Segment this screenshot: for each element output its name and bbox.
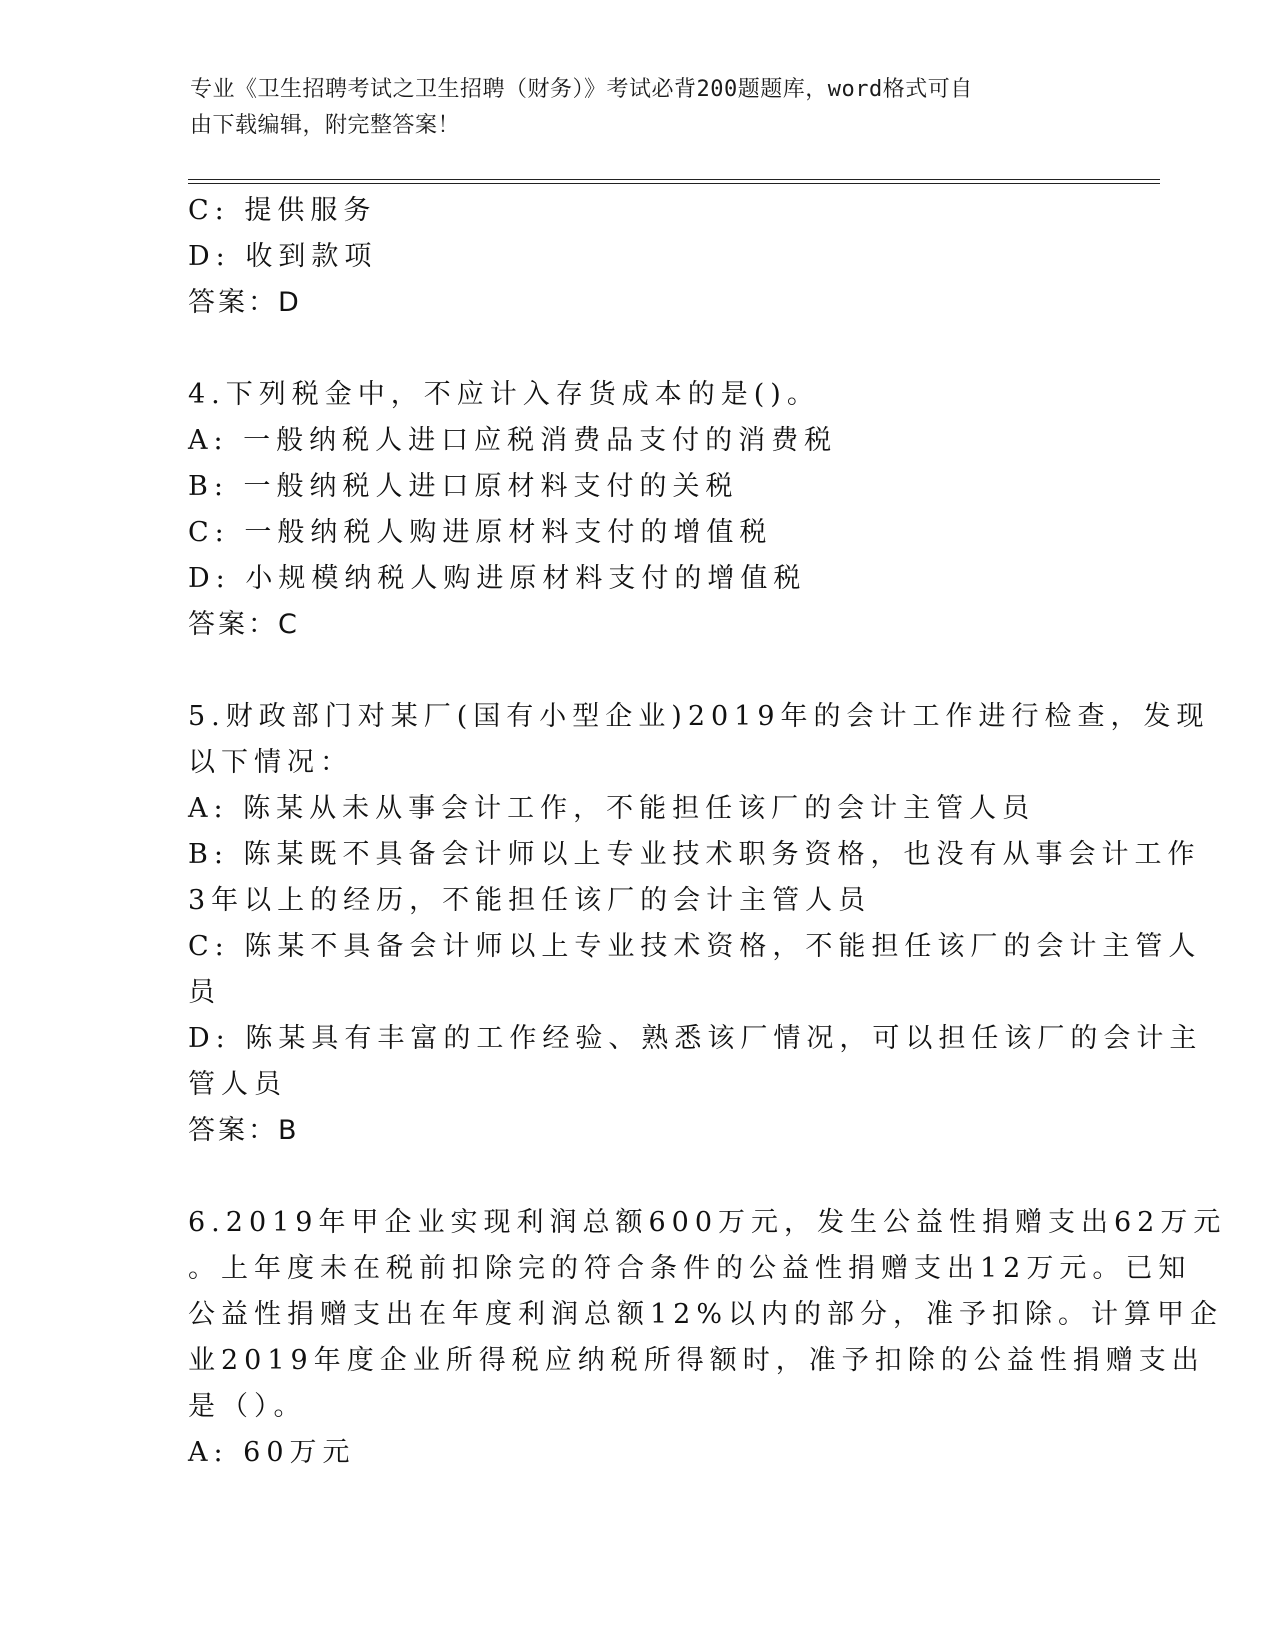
q5-stem-line-1: 5.财政部门对某厂(国有小型企业)2019年的会计工作进行检查，发现 [188, 701, 1210, 732]
header-line-1: 专业《卫生招聘考试之卫生招聘（财务）》考试必背200题题库，word格式可自 [190, 77, 973, 102]
q5-stem-line-2: 以下情况： [188, 747, 353, 778]
spacer [188, 1154, 1088, 1200]
header-divider-top [188, 179, 1160, 180]
q5-option-d-line-2: 管人员 [188, 1069, 287, 1100]
q5-option-b-line-1: B: 陈某既不具备会计师以上专业技术职务资格，也没有从事会计工作 [188, 839, 1201, 870]
header-line-2: 由下载编辑，附完整答案！ [190, 113, 461, 138]
q5-answer: 答案：B [188, 1115, 300, 1146]
q4-option-d: D: 小规模纳税人购进原材料支付的增值税 [188, 563, 807, 594]
q5-option-b-line-2: 3年以上的经历，不能担任该厂的会计主管人员 [188, 885, 872, 916]
q4-stem: 4.下列税金中，不应计入存货成本的是()。 [188, 379, 820, 410]
q5-option-c-line-1: C: 陈某不具备会计师以上专业技术资格，不能担任该厂的会计主管人 [188, 931, 1202, 962]
q6-stem-line-3: 公益性捐赠支出在年度利润总额12%以内的部分，准予扣除。计算甲企 [188, 1299, 1224, 1330]
q4-option-c: C: 一般纳税人购进原材料支付的增值税 [188, 517, 773, 548]
q6-stem-line-2: 。上年度未在税前扣除完的符合条件的公益性捐赠支出12万元。已知 [188, 1253, 1192, 1284]
header-divider-bottom [188, 183, 1160, 184]
q4-option-b: B: 一般纳税人进口原材料支付的关税 [188, 471, 739, 502]
spacer [188, 326, 1088, 372]
q6-stem-line-1: 6.2019年甲企业实现利润总额600万元，发生公益性捐赠支出62万元 [188, 1207, 1227, 1238]
spacer [188, 648, 1088, 694]
q6-stem-line-5: 是（）。 [188, 1391, 307, 1422]
q3-option-c: C: 提供服务 [188, 195, 377, 226]
question-list [188, 188, 1227, 1476]
q5-option-d-line-1: D: 陈某具有丰富的工作经验、熟悉该厂情况，可以担任该厂的会计主 [188, 1023, 1203, 1054]
q6-stem-line-4: 业2019年度企业所得税应纳税所得额时，准予扣除的公益性捐赠支出 [188, 1345, 1205, 1376]
document-header [190, 72, 1090, 144]
q3-answer: 答案：D [188, 287, 302, 318]
q5-option-c-line-2: 员 [188, 977, 221, 1008]
q5-option-a: A: 陈某从未从事会计工作，不能担任该厂的会计主管人员 [188, 793, 1036, 824]
q4-answer: 答案：C [188, 609, 300, 640]
q6-option-a: A: 60万元 [188, 1437, 356, 1468]
q3-option-d: D: 收到款项 [188, 241, 378, 272]
q4-option-a: A: 一般纳税人进口应税消费品支付的消费税 [188, 425, 838, 456]
